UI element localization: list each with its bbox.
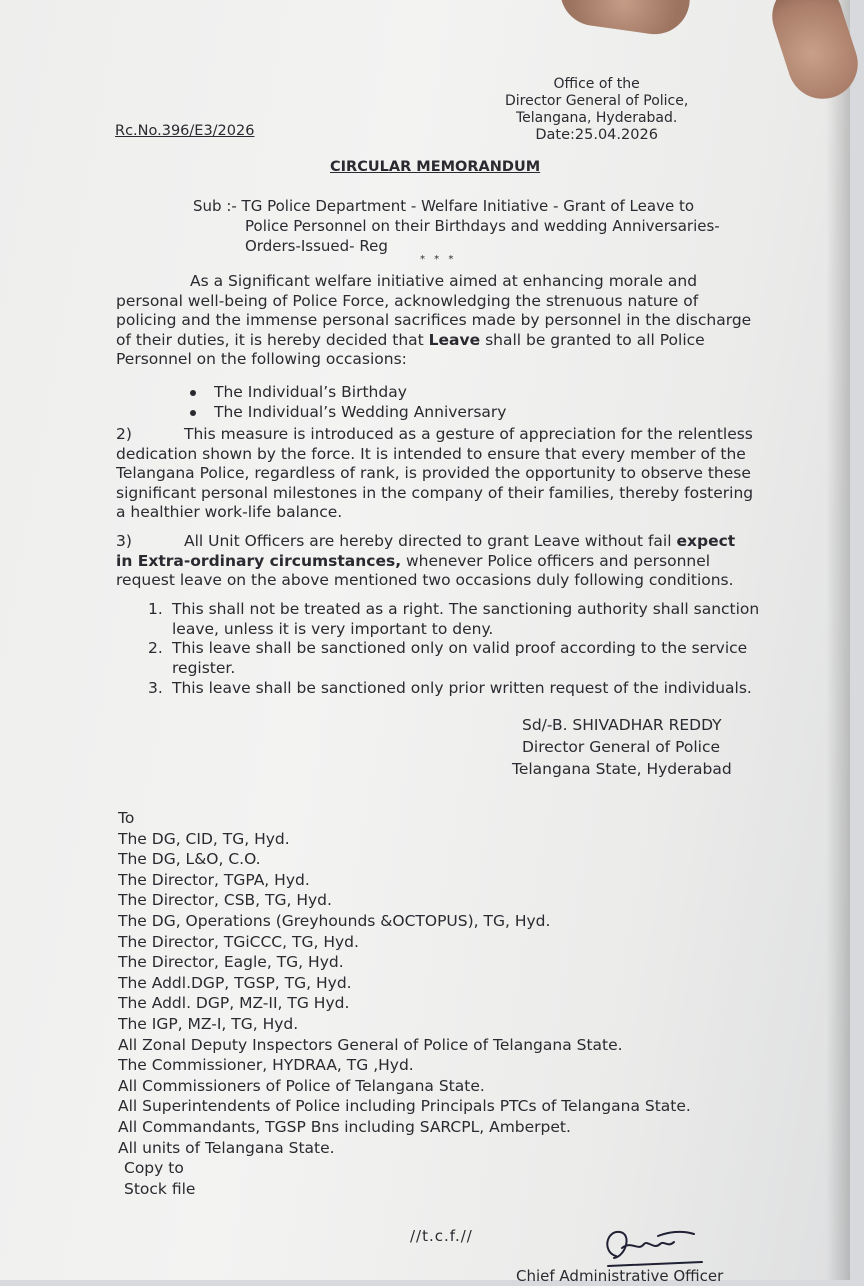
condition-text: This shall not be treated as a right. The sanctioning authority shall sanction (172, 600, 760, 618)
addressee-line: The DG, CID, TG, Hyd. (118, 829, 290, 848)
stock-file-label: Stock file (124, 1179, 196, 1198)
addressee-line: The Addl. DGP, MZ-II, TG Hyd. (118, 994, 350, 1013)
bullet-dot (190, 390, 196, 396)
addressee-line: The DG, Operations (Greyhounds &OCTOPUS), TG, Hyd. (118, 911, 551, 930)
signatory-name: Sd/-B. SHIVADHAR REDDY (522, 716, 722, 734)
addressee-line: All Superintendents of Police including Principals PTCs of Telangana State. (118, 1097, 691, 1116)
addressee-line: To (118, 809, 135, 827)
paragraph-3-text-a: All Unit Officers are hereby directed to grant Leave without fail (184, 532, 677, 550)
condition-number: 1. (148, 600, 163, 618)
addressee-line: The DG, L&O, C.O. (118, 850, 261, 869)
addressee-line: All Commandants, TGSP Bns including SARCPL, Amberpet. (118, 1117, 571, 1136)
condition-text-cont: register. (172, 658, 236, 677)
subject-line-1: Sub :- TG Police Department - Welfare Initiative - Grant of Leave to (193, 197, 694, 215)
office-line-3: Telangana, Hyderabad. (515, 110, 678, 126)
addressee-line: The Director, Eagle, TG, Hyd. (118, 953, 344, 972)
office-line-1: Office of the (553, 76, 640, 92)
signatory-place: Telangana State, Hyderabad (512, 760, 732, 778)
addressee-line: All units of Telangana State. (118, 1138, 335, 1157)
paragraph-3-bold: expect in Extra-ordinary circumstances, (116, 532, 736, 570)
addressee-line: The Addl.DGP, TGSP, TG, Hyd. (118, 973, 352, 992)
condition-number: 3. (148, 679, 163, 697)
copy-to-label: Copy to (124, 1159, 184, 1178)
addressee-line: The Director, TGPA, Hyd. (118, 870, 310, 889)
signatory-designation: Director General of Police (522, 738, 721, 756)
paragraph-1-bold: Leave (428, 330, 481, 349)
condition-item (148, 679, 764, 699)
addressee-line: The IGP, MZ-I, TG, Hyd. (118, 1014, 299, 1033)
true-copy-forwarded: //t.c.f.// (410, 1227, 473, 1245)
condition-text-cont: leave, unless it is very important to deny. (172, 619, 494, 638)
reference-number: Rc.No.396/E3/2026 (115, 123, 255, 139)
page-edge-shadow (826, 0, 850, 1280)
bullet-item (190, 402, 506, 422)
issuing-office (505, 76, 688, 144)
addressee-line: The Director, TGiCCC, TG, Hyd. (118, 932, 359, 951)
paragraph-1-text-b: shall be granted to all Police Personnel on the following occasions: (116, 330, 705, 368)
document-heading: CIRCULAR MEMORANDUM (330, 159, 541, 175)
section-separator: * * * (420, 254, 457, 265)
addressee-list (118, 808, 691, 1199)
paragraph-1 (116, 272, 756, 370)
condition-number: 2. (148, 639, 163, 657)
issue-date: Date:25.04.2026 (535, 127, 658, 143)
condition-text: This leave shall be sanctioned only on valid proof according to the service (172, 639, 748, 657)
addressee-line: The Commissioner, HYDRAA, TG ,Hyd. (118, 1056, 414, 1075)
addressee-line: The Director, CSB, TG, Hyd. (118, 891, 332, 910)
addressee-line: All Commissioners of Police of Telangana State. (118, 1076, 485, 1095)
condition-text: This leave shall be sanctioned only prior written request of the individuals. (172, 679, 752, 697)
paragraph-2-number: 2) (116, 425, 132, 443)
paragraph-2-text: This measure is introduced as a gesture of appreciation for the relentless dedication shown by the force. It is intended to ensure that every member of the Telangana Police, regardless of rank, is provided the opportunity to observe these significant personal milestones in the company of their families, thereby fostering a healthier work-life balance. (116, 425, 754, 521)
bullet-item (190, 382, 407, 402)
subject-line-2: Police Personnel on their Birthdays and wedding Anniversaries- (245, 217, 720, 235)
signature-block (512, 714, 732, 780)
paragraph-3 (116, 532, 756, 591)
subject-block (193, 196, 720, 256)
paragraph-1-text-a: As a Significant welfare initiative aimed at enhancing morale and personal well-being of Police Force, acknowledging the strenuous nature of policing and the immense personal sacrifices made by personnel in the discharge of their duties, it is hereby decided that (116, 272, 752, 349)
subject-line-3: Orders-Issued- Reg (245, 237, 388, 255)
chief-administrative-officer-label: Chief Administrative Officer (516, 1267, 724, 1285)
paragraph-3-text-b: whenever Police officers and personnel request leave on the above mentioned two occasions duly following conditions. (116, 551, 734, 589)
bullet-dot (190, 410, 196, 416)
paragraph-2 (116, 425, 756, 523)
handwritten-signature (598, 1222, 708, 1272)
paragraph-3-number: 3) (116, 532, 132, 550)
condition-item (148, 639, 764, 678)
bullet-text: The Individual’s Wedding Anniversary (214, 403, 507, 421)
condition-item (148, 600, 764, 639)
addressee-line: All Zonal Deputy Inspectors General of Police of Telangana State. (118, 1035, 623, 1054)
office-line-2: Director General of Police, (505, 93, 689, 109)
bullet-text: The Individual’s Birthday (214, 383, 407, 401)
